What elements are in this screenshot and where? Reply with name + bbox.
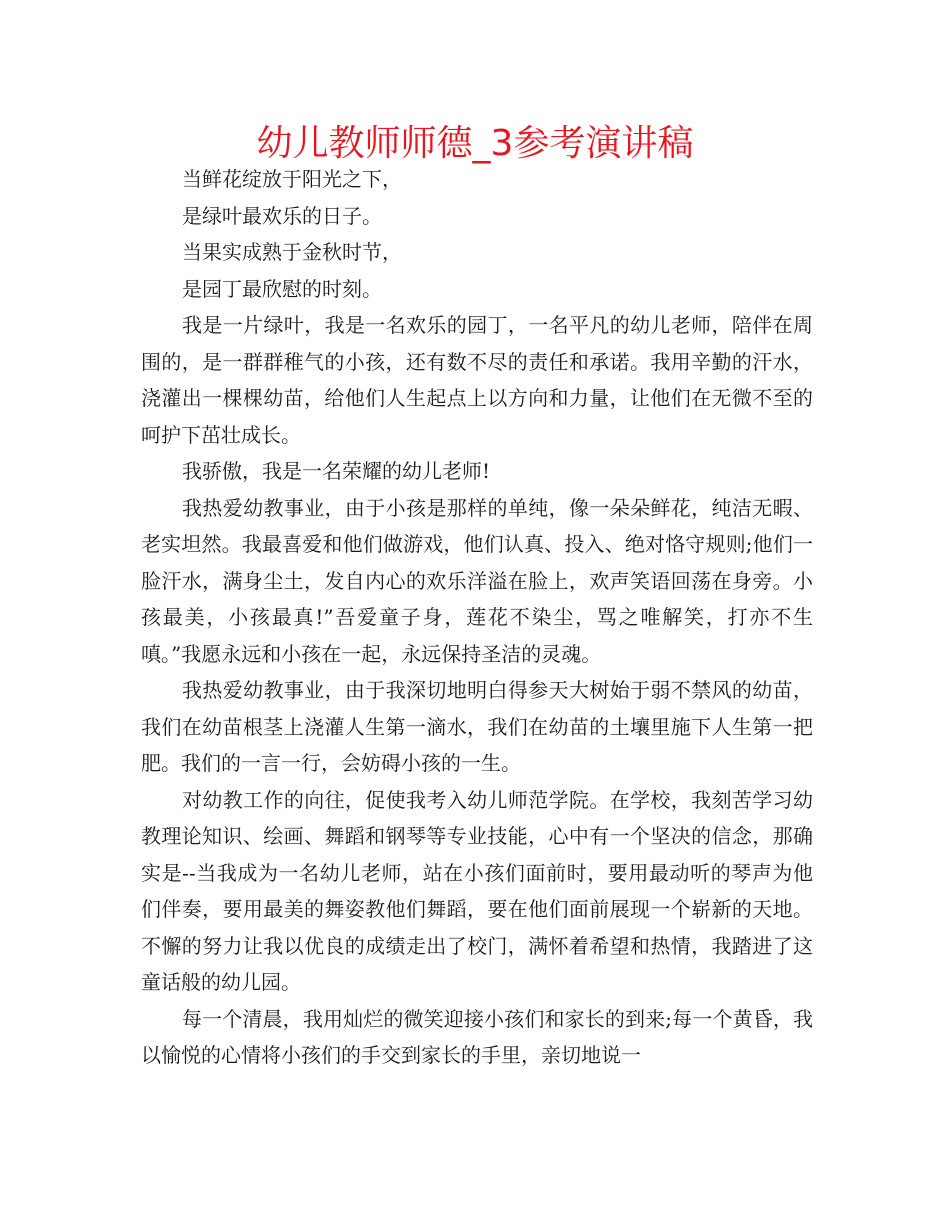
paragraph: 当果实成熟于金秋时节， — [182, 240, 402, 264]
paragraph: 对幼教工作的向往，促使我考入幼儿师范学院。在学校，我刻苦学习幼教理论知识、绘画、舞蹈和钢琴等专业技能，心中有一个坚决的信念，那确实是--当我成为一名幼儿老师，站在小孩们面前时，要用最动听的琴声为他们伴奏，要用最美的舞姿教他们舞蹈，要在他们面前展现一个崭新的天地。不懈的努力让我以优良的成绩走出了校门，满怀着希望和热情，我踏进了这童话般的幼儿园。 — [141, 787, 813, 994]
paragraph: 我热爱幼教事业，由于我深切地明白得参天大树始于弱不禁风的幼苗，我们在幼苗根茎上浇灌人生第一滴水，我们在幼苗的土壤里施下人生第一把肥。我们的一言一行，会妨碍小孩的一生。 — [141, 678, 813, 775]
paragraph: 当鲜花绽放于阳光之下， — [182, 167, 402, 191]
paragraph: 我热爱幼教事业，由于小孩是那样的单纯，像一朵朵鲜花，纯洁无暇、老实坦然。我最喜爱和他们做游戏，他们认真、投入、绝对恪守规则;他们一脸汗水，满身尘土，发自内心的欢乐洋溢在脸上，欢声笑语回荡在身旁。小孩最美，小孩最真!”吾爱童子身，莲花不染尘，骂之唯解笑，打亦不生嗔。”我愿永远和小孩在一起，永远保持圣洁的灵魂。 — [141, 495, 813, 666]
paragraph: 我是一片绿叶，我是一名欢乐的园丁，一名平凡的幼儿老师，陪伴在周围的，是一群群稚气的小孩，还有数不尽的责任和承诺。我用辛勤的汗水，浇灌出一棵棵幼苗，给他们人生起点上以方向和力量，让他们在无微不至的呵护下茁壮成长。 — [141, 313, 813, 447]
document-title: 幼儿教师师德_3参考演讲稿 — [256, 123, 694, 164]
document-body — [141, 161, 813, 1074]
paragraph: 是园丁最欣慰的时刻。 — [182, 276, 382, 301]
paragraph: 每一个清晨，我用灿烂的微笑迎接小孩们和家长的到来;每一个黄昏，我以愉悦的心情将小孩们的手交到家长的手里，亲切地说一 — [141, 1006, 813, 1067]
paragraph: 我骄傲，我是一名荣耀的幼儿老师! — [182, 459, 491, 483]
paragraph: 是绿叶最欢乐的日子。 — [182, 203, 382, 228]
